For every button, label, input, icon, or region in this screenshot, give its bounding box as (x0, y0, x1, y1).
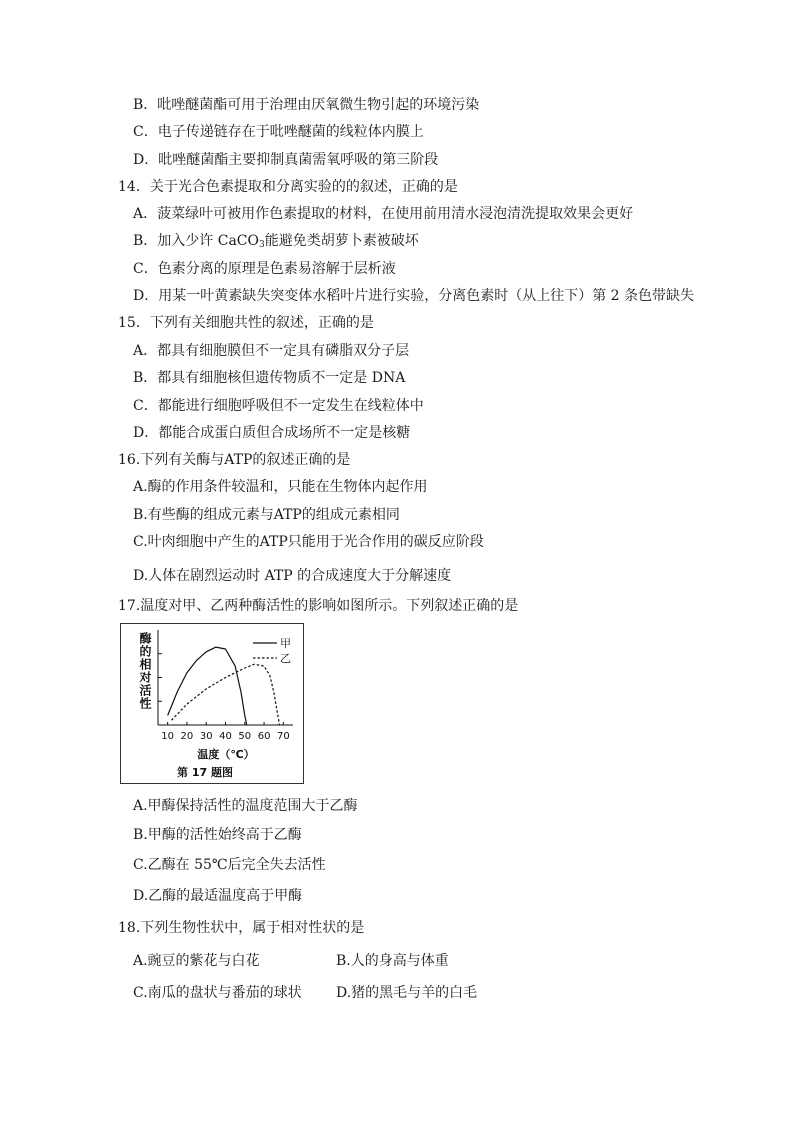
chart-labels (138, 631, 291, 779)
q13-option-d: D．吡唑醚菌酯主要抑制真菌需氧呼吸的第三阶段 (133, 152, 439, 168)
x-tick-label-20: 20 (180, 731, 194, 742)
x-tick-label-50: 50 (238, 731, 252, 742)
series-line-甲 (168, 647, 247, 725)
q15-option-d: D．都能合成蛋白质但合成场所不一定是核糖 (133, 425, 411, 441)
x-tick-label-60: 60 (257, 731, 271, 742)
q16-stem: 16.下列有关酶与ATP的叙述正确的是 (118, 452, 351, 468)
x-tick-label-10: 10 (161, 731, 175, 742)
q17-stem: 17.温度对甲、乙两种酶活性的影响如图所示。下列叙述正确的是 (118, 598, 519, 614)
q16-option-b: B.有些酶的组成元素与ATP的组成元素相同 (133, 507, 400, 523)
q16-option-d: D.人体在剧烈运动时 ATP 的合成速度大于分解速度 (133, 568, 452, 584)
q18-stem: 18.下列生物性状中，属于相对性状的是 (118, 920, 365, 936)
q15-stem: 15．下列有关细胞共性的叙述，正确的是 (118, 315, 374, 331)
q14-option-b-post: 能避免类胡萝卜素被破坏 (264, 233, 419, 249)
q18-option-d: D.猪的黑毛与羊的白毛 (336, 985, 478, 1001)
q14-option-a: A．菠菜绿叶可被用作色素提取的材料，在使用前用清水浸泡清洗提取效果会更好 (133, 206, 634, 222)
x-tick-label-30: 30 (199, 731, 213, 742)
x-axis-label: 温度（℃） (197, 748, 255, 761)
q16-option-a: A.酶的作用条件较温和，只能在生物体内起作用 (133, 479, 428, 495)
q17-option-b: B.甲酶的活性始终高于乙酶 (133, 827, 302, 843)
q17-figure (120, 623, 304, 784)
series-line-乙 (172, 664, 280, 725)
q14-option-b-sub: 3 (259, 240, 265, 250)
q18-option-b: B.人的身高与体重 (336, 953, 449, 969)
legend-label-甲: 甲 (280, 637, 291, 650)
q18-option-c: C.南瓜的盘状与番茄的球状 (133, 985, 302, 1001)
q14-option-b-pre: B．加入少许 CaCO (133, 233, 259, 249)
q14-option-d: D．用某一叶黄素缺失突变体水稻叶片进行实验，分离色素时（从上往下）第 2 条色带缺失 (133, 288, 695, 304)
q16-option-c: C.叶肉细胞中产生的ATP只能用于光合作用的碳反应阶段 (133, 534, 484, 550)
legend-label-乙: 乙 (280, 652, 291, 665)
q13-option-c: C．电子传递链存在于吡唑醚菌的线粒体内膜上 (133, 124, 424, 140)
q13-option-b: B．吡唑醚菌酯可用于治理由厌氧微生物引起的环境污染 (133, 97, 480, 113)
q14-stem: 14．关于光合色素提取和分离实验的的叙述，正确的是 (118, 179, 458, 195)
x-tick-label-70: 70 (276, 731, 290, 742)
y-axis-label: 酶的相对活性 (138, 632, 152, 710)
q18-option-a: A.豌豆的紫花与白花 (133, 953, 260, 969)
chart-plot (168, 647, 280, 725)
q17-option-d: D.乙酶的最适温度高于甲酶 (133, 888, 303, 904)
figure-caption: 第 17 题图 (177, 766, 233, 779)
q15-option-b: B．都具有细胞核但遗传物质不一定是 DNA (133, 370, 406, 386)
x-tick-label-40: 40 (219, 731, 232, 742)
q14-option-c: C．色素分离的原理是色素易溶解于层析液 (133, 261, 396, 277)
enzyme-activity-chart (121, 624, 305, 785)
q17-option-c: C.乙酶在 55℃后完全失去活性 (133, 857, 326, 873)
q17-option-a: A.甲酶保持活性的温度范围大于乙酶 (133, 798, 358, 814)
q14-option-b (133, 232, 419, 250)
q15-option-c: C．都能进行细胞呼吸但不一定发生在线粒体中 (133, 398, 424, 414)
q15-option-a: A．都具有细胞膜但不一定具有磷脂双分子层 (133, 343, 410, 359)
